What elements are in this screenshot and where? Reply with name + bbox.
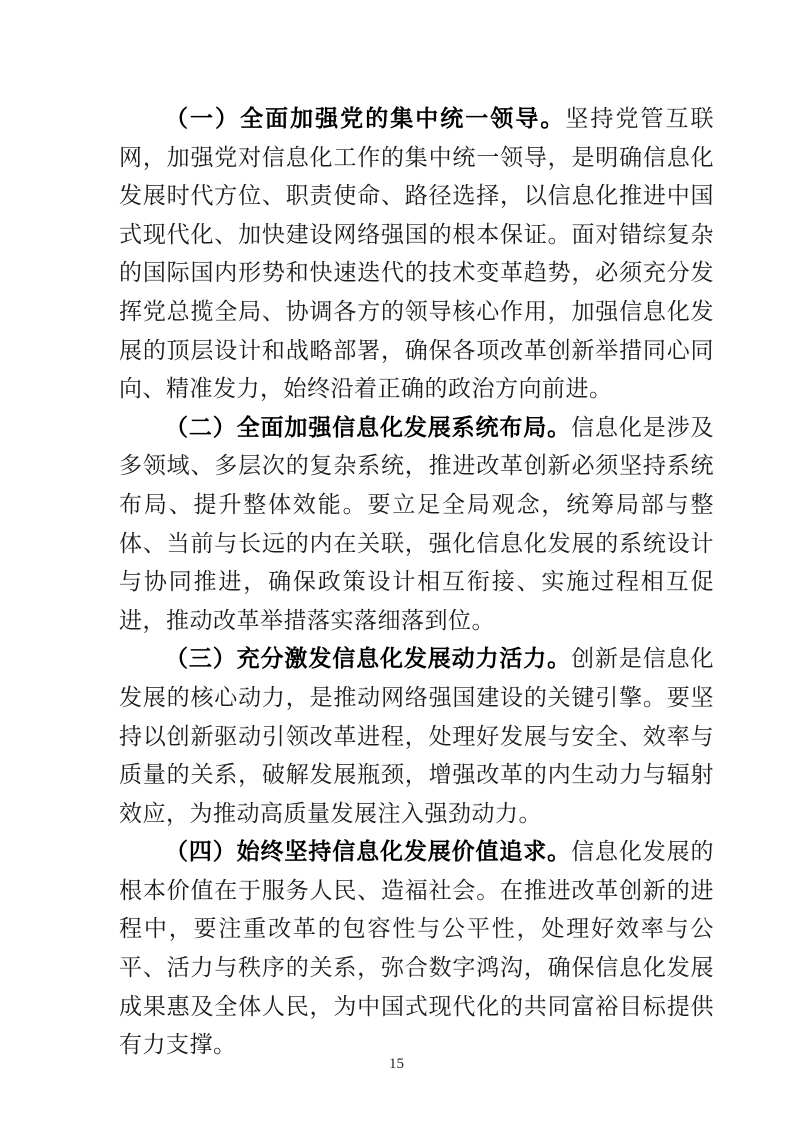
paragraph-1 <box>119 100 714 409</box>
paragraph-2 <box>119 409 714 641</box>
paragraph-3-heading: （三）充分激发信息化发展动力活力。 <box>165 646 572 672</box>
paragraph-1-heading: （一）全面加强党的集中统一领导。 <box>165 106 566 131</box>
paragraph-3-text: 创新是信息化发展的核心动力，是推动网络强国建设的关键引擎。要坚持以创新驱动引领改革进程，处理好发展与安全、效率与质量的关系，破解发展瓶颈，增强改革的内生动力与辐射效应，为推动高质量发展注入强劲动力。 <box>119 646 715 826</box>
paragraph-3 <box>119 640 714 833</box>
document-body <box>119 100 714 1065</box>
paragraph-2-text: 信息化是涉及多领域、多层次的复杂系统，推进改革创新必须坚持系统布局、提升整体效能。要立足全局观念，统筹局部与整体、当前与长远的内在关联，强化信息化发展的系统设计与协同推进，确保政策设计相互衔接、实施过程相互促进，推动改革举措落实落细落到位。 <box>119 414 715 633</box>
paragraph-4-text: 信息化发展的根本价值在于服务人民、造福社会。在推进改革创新的进程中，要注重改革的包容性与公平性，处理好效率与公平、活力与秩序的关系，弥合数字鸿沟，确保信息化发展成果惠及全体人民，为中国式现代化的共同富裕目标提供有力支撑。 <box>119 839 715 1058</box>
paragraph-4 <box>119 833 714 1065</box>
paragraph-4-heading: （四）始终坚持信息化发展价值追求。 <box>165 839 572 865</box>
paragraph-2-heading: （二）全面加强信息化发展系统布局。 <box>165 414 572 440</box>
page-number: 15 <box>389 1056 404 1072</box>
paragraph-1-text: 坚持党管互联网，加强党对信息化工作的集中统一领导，是明确信息化发展时代方位、职责使命、路径选择，以信息化推进中国式现代化、加快建设网络强国的根本保证。面对错综复杂的国际国内形势和快速迭代的技术变革趋势，必须充分发挥党总揽全局、协调各方的领导核心作用，加强信息化发展的顶层设计和战略部署，确保各项改革创新举措同心同向、精准发力，始终沿着正确的政治方向前进。 <box>119 106 715 402</box>
